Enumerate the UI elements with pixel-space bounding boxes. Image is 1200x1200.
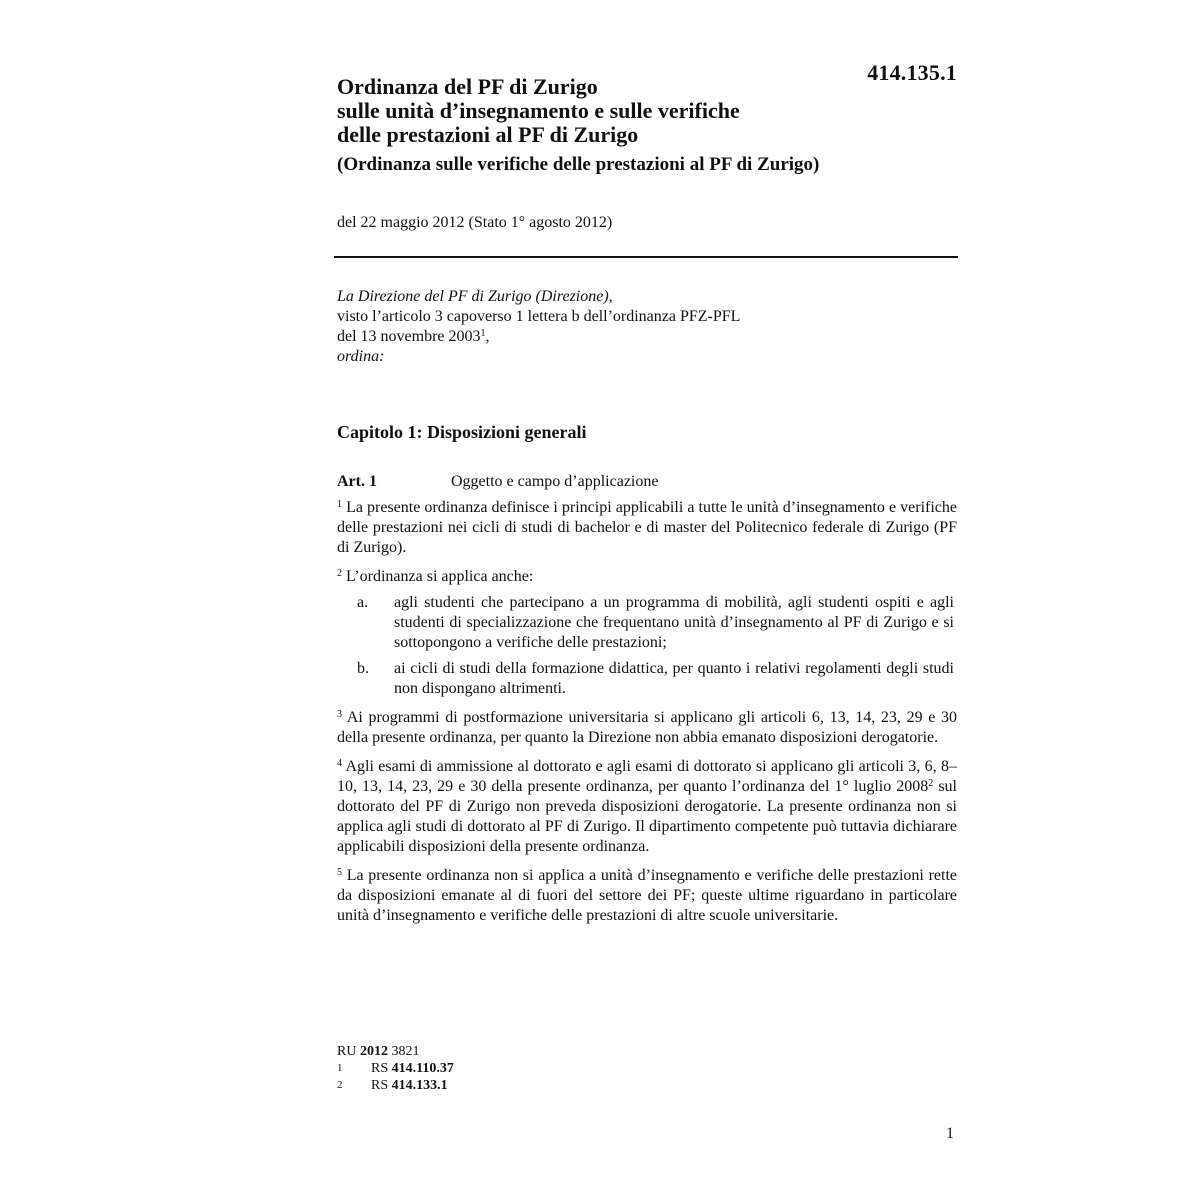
date-line: del 22 maggio 2012 (Stato 1° agosto 2012) — [337, 214, 613, 231]
list-item — [337, 659, 957, 699]
preamble-ordains: ordina: — [337, 348, 385, 365]
document-page — [337, 60, 958, 1142]
footnote-ref-2[interactable]: 2 — [928, 778, 934, 789]
list-text: agli studenti che partecipano a un programma di mobilità, agli studenti ospiti e agli studenti di specializzazione che frequentano unità d’insegnamento al PF di Zurigo e si sottopongono a verifiche delle prestazioni; — [394, 594, 954, 651]
footnotes — [337, 1043, 454, 1094]
title-line: delle prestazioni al PF di Zurigo — [337, 122, 639, 147]
paragraph-1: $^1$ La presente ordinanza definisce i principi applicabili a tutte le unità d’insegnamento e verifiche delle prestazioni nei cicli di studi di bachelor e di master del Politecnico federale di Zurigo (PF di Zurigo). — [337, 499, 957, 556]
paragraph-3: $^3$ Ai programmi di postformazione universitaria si applicano gli articoli 6, 13, 14, 23, 29 e 30 della presente ordinanza, per quanto la Direzione non abbia emanato disposizioni derogatorie. — [337, 709, 958, 746]
preamble-authority: La Direzione del PF di Zurigo (Direzione), — [337, 288, 613, 305]
paragraph-2-list — [337, 593, 957, 699]
paragraph-4: $^4$ Agli esami di ammissione al dottorato e agli esami di dottorato si applicano gli articoli 3, 6, 8–10, 13, 14, 23, 29 e 30 della presente ordinanza, per quanto l’ordinanza del 1° luglio 2008$^2$ sul dottorato del PF di Zurigo non preveda disposizioni derogatorie. La presente ordinanza non si applica agli studi di dottorato al PF di Zurigo. Il dipartimento competente può tuttavia dichiarare applicabili disposizioni della presente ordinanza. — [337, 758, 958, 855]
ru-reference: RU 2012 3821 — [337, 1044, 420, 1059]
sr-number: 414.135.1 — [867, 60, 957, 85]
article-title: Oggetto e campo d’applicazione — [451, 473, 659, 490]
title-line: Ordinanza del PF di Zurigo — [337, 74, 598, 99]
paragraph-5: $^5$ La presente ordinanza non si applica a unità d’insegnamento e verifiche delle prestazioni rette da disposizioni emanate al di fuori del settore dei PF; queste ultime riguardano in particolare unità d’insegnamento e verifiche delle prestazioni di altre scuole universitarie. — [337, 867, 958, 924]
page-number: 1 — [946, 1125, 954, 1142]
chapter-heading: Capitolo 1: Disposizioni generali — [337, 422, 587, 442]
article-number: Art. 1 — [337, 473, 377, 490]
list-text: ai cicli di studi della formazione didattica, per quanto i relativi regolamenti degli studi non dispongano altrimenti. — [394, 660, 954, 697]
preamble-basis-line2: del 13 novembre 2003$^1$, — [337, 328, 490, 345]
article-heading — [337, 473, 957, 491]
footnote-ref-1[interactable]: 1 — [480, 328, 486, 339]
preamble-basis-line1: visto l’articolo 3 capoverso 1 lettera b dell’ordinanza PFZ-PFL — [337, 308, 741, 325]
short-title: (Ordinanza sulle verifiche delle prestazioni al PF di Zurigo) — [337, 154, 820, 175]
title-line: sulle unità d’insegnamento e sulle verifiche — [337, 98, 740, 123]
article-1 — [337, 473, 957, 926]
list-label: a. — [357, 594, 369, 611]
list-item — [337, 593, 957, 653]
preamble — [337, 287, 957, 367]
list-label: b. — [357, 660, 369, 677]
document-title — [337, 60, 957, 147]
paragraph-2: $^2$ L’ordinanza si applica anche: — [337, 568, 534, 585]
footnote-2: 2 RS 414.133.1 — [337, 1078, 448, 1093]
horizontal-rule — [334, 256, 958, 258]
footnote-1: 1 RS 414.110.37 — [337, 1061, 454, 1076]
